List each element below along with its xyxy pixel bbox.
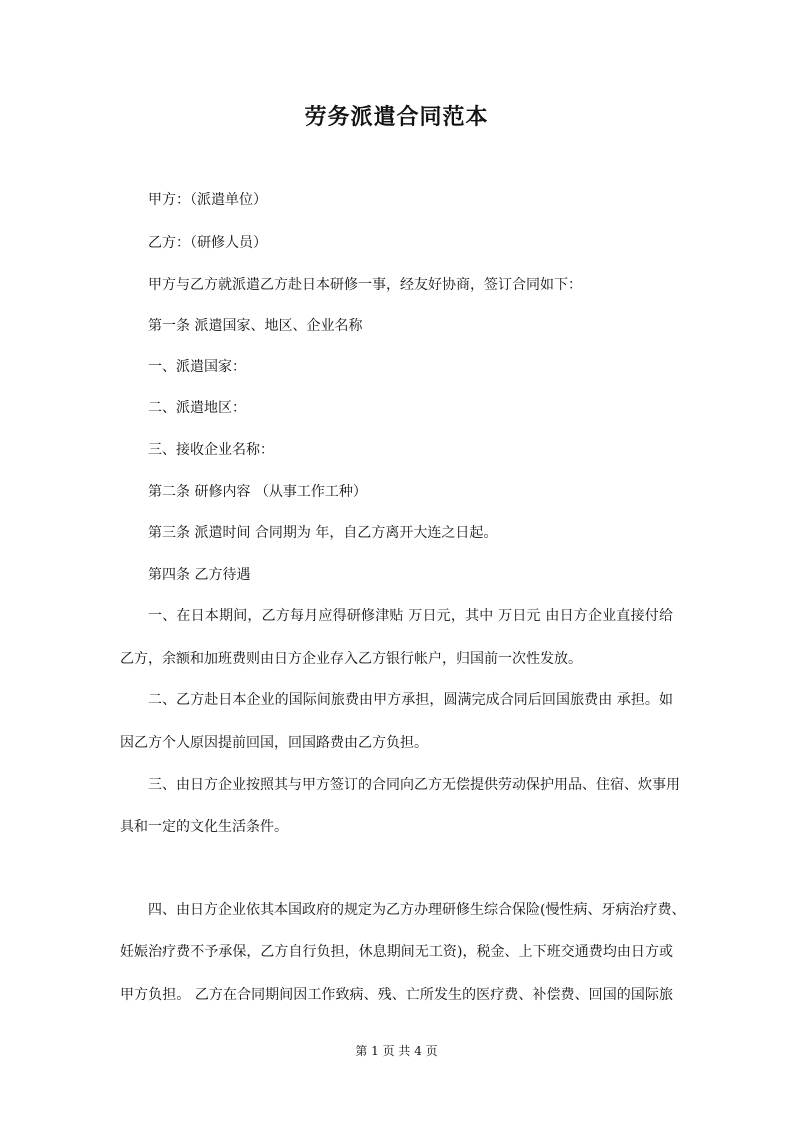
page-indicator: 第 1 页 共 4 页 xyxy=(355,1044,438,1058)
article-3-heading: 第三条 派遣时间 合同期为 年，自乙方离开大连之日起。 xyxy=(148,525,498,541)
article-1-item-1: 一、派遣国家： xyxy=(148,359,246,375)
article-4-item-4-line-2: 妊娠治疗费不予承保，乙方自行负担，休息期间无工资)，税金、上下班交通费均由日方或 xyxy=(120,944,673,960)
article-4-item-1-line-1: 一、在日本期间，乙方每月应得研修津贴 万日元，其中 万日元 由日方企业直接付给 xyxy=(148,608,673,624)
article-1-item-3: 三、接收企业名称： xyxy=(148,442,274,458)
document-title: 劳务派遣合同范本 xyxy=(304,104,489,130)
article-4-item-4-line-3: 甲方负担。 乙方在合同期间因工作致病、残、亡所发生的医疗费、补偿费、回国的国际旅 xyxy=(120,987,673,1003)
article-1-item-2: 二、派遣地区： xyxy=(148,400,246,416)
article-2-heading: 第二条 研修内容 （从事工作工种） xyxy=(148,484,367,500)
article-4-item-1-line-2: 乙方，余额和加班费则由日方企业存入乙方银行帐户，归国前一次性发放。 xyxy=(120,651,582,667)
article-4-item-2-line-1: 二、乙方赴日本企业的国际间旅费由甲方承担，圆满完成合同后回国旅费由 承担。如 xyxy=(148,692,673,708)
article-4-heading: 第四条 乙方待遇 xyxy=(148,567,251,583)
article-1-heading: 第一条 派遣国家、地区、企业名称 xyxy=(148,318,363,334)
article-4-item-4-line-1: 四、由日方企业依其本国政府的规定为乙方办理研修生综合保险(慢性病、牙病治疗费、 xyxy=(148,902,686,918)
article-4-item-2-line-2: 因乙方个人原因提前回国，回国路费由乙方负担。 xyxy=(120,735,428,751)
party-a-line: 甲方：（派遣单位） xyxy=(148,192,267,208)
party-b-line: 乙方：（研修人员） xyxy=(148,235,267,251)
article-4-item-3-line-1: 三、由日方企业按照其与甲方签订的合同向乙方无偿提供劳动保护用品、住宿、炊事用 xyxy=(148,777,680,793)
preamble-line: 甲方与乙方就派遣乙方赴日本研修一事，经友好协商，签订合同如下： xyxy=(148,277,582,293)
article-4-item-3-line-2: 具和一定的文化生活条件。 xyxy=(120,819,288,835)
